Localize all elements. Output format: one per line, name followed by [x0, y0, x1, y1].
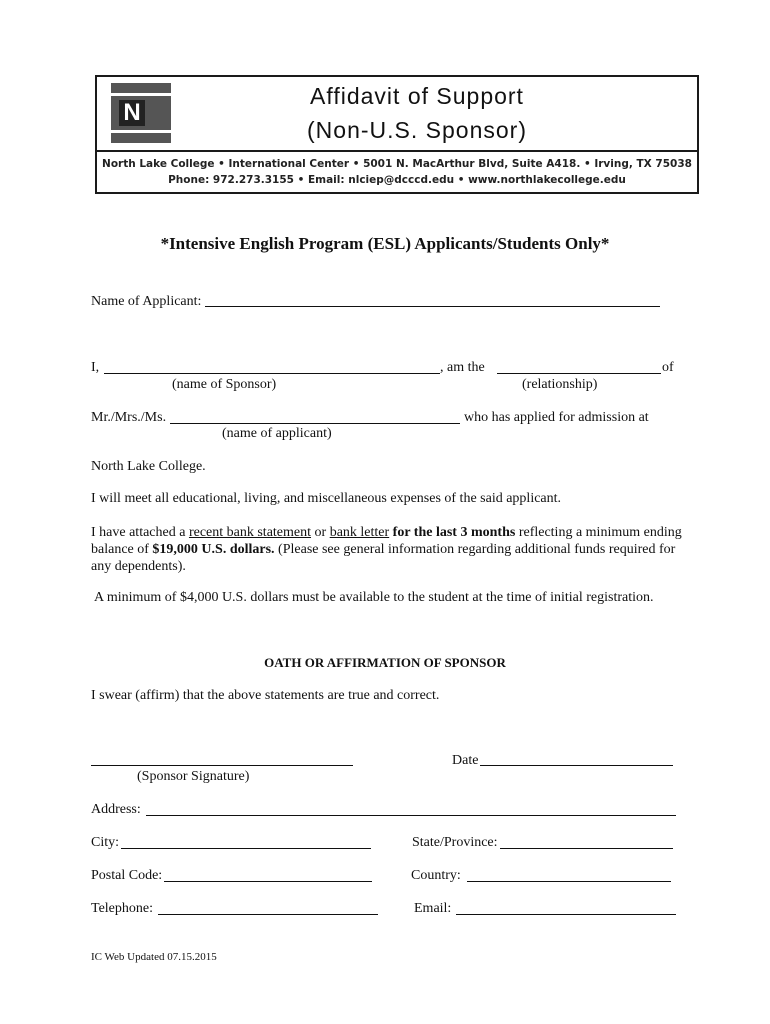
applicant-name-field-2[interactable]	[170, 423, 460, 424]
state-field[interactable]	[500, 848, 673, 849]
bank-statement-paragraph: I have attached a recent bank statement or bank letter for the last 3 months reflecting a minimum ending balance of $19,000 U.S. dollars. (Please see general information regarding additional funds required for any dependents).	[91, 525, 682, 574]
relationship-hint: (relationship)	[522, 377, 598, 392]
of-label: of	[662, 360, 674, 375]
college-contact: Phone: 972.273.3155 • Email: nlciep@dcccd.edu • www.northlakecollege.edu	[168, 174, 626, 186]
city-field[interactable]	[121, 848, 371, 849]
country-field[interactable]	[467, 881, 671, 882]
logo-letter: N	[119, 100, 145, 126]
header-divider	[97, 150, 697, 152]
months-requirement: for the last 3 months	[392, 525, 516, 540]
oath-statement: I swear (affirm) that the above statements are true and correct.	[91, 688, 440, 703]
date-label: Date	[452, 753, 479, 768]
applicant-name-field[interactable]	[205, 306, 660, 307]
oath-heading: OATH OR AFFIRMATION OF SPONSOR	[264, 655, 506, 670]
footer-updated: IC Web Updated 07.15.2015	[91, 951, 217, 963]
postal-code-label: Postal Code:	[91, 868, 163, 883]
state-label: State/Province:	[412, 835, 498, 850]
city-label: City:	[91, 835, 120, 850]
relationship-field[interactable]	[497, 373, 661, 374]
bank-statement-term: recent bank statement	[188, 525, 312, 540]
form-title-line2: (Non-U.S. Sponsor)	[307, 117, 527, 143]
admission-text: who has applied for admission at	[464, 410, 649, 425]
date-field[interactable]	[480, 765, 673, 766]
college-logo	[111, 83, 171, 143]
email-field[interactable]	[456, 914, 676, 915]
country-label: Country:	[411, 868, 461, 883]
college-name: North Lake College.	[91, 459, 206, 474]
bank-letter-term: bank letter	[329, 525, 390, 540]
am-the-label: , am the	[440, 360, 485, 375]
postal-code-field[interactable]	[164, 881, 372, 882]
sponsor-name-field[interactable]	[104, 373, 440, 374]
sponsor-prefix: I,	[91, 360, 100, 375]
address-label: Address:	[91, 802, 141, 817]
sponsor-signature-field[interactable]	[91, 765, 353, 766]
email-label: Email:	[414, 901, 452, 916]
address-field[interactable]	[146, 815, 676, 816]
signature-hint: (Sponsor Signature)	[137, 769, 250, 784]
expenses-statement: I will meet all educational, living, and miscellaneous expenses of the said applicant.	[91, 491, 562, 506]
title-prefix: Mr./Mrs./Ms.	[91, 410, 167, 425]
telephone-field[interactable]	[158, 914, 378, 915]
amount-requirement: $19,000 U.S. dollars.	[152, 542, 275, 557]
telephone-label: Telephone:	[91, 901, 153, 916]
sponsor-name-hint: (name of Sponsor)	[172, 377, 277, 392]
applicant-name-label: Name of Applicant:	[91, 294, 202, 309]
program-subtitle: *Intensive English Program (ESL) Applicants/Students Only*	[160, 234, 610, 253]
college-address: North Lake College • International Center • 5001 N. MacArthur Blvd, Suite A418. • Irving, TX 75038	[102, 158, 692, 170]
applicant-name-hint: (name of applicant)	[222, 426, 332, 441]
form-title-line1: Affidavit of Support	[310, 83, 524, 109]
form-header	[95, 75, 699, 194]
minimum-funds-statement: A minimum of $4,000 U.S. dollars must be available to the student at the time of initial registration.	[94, 590, 654, 605]
